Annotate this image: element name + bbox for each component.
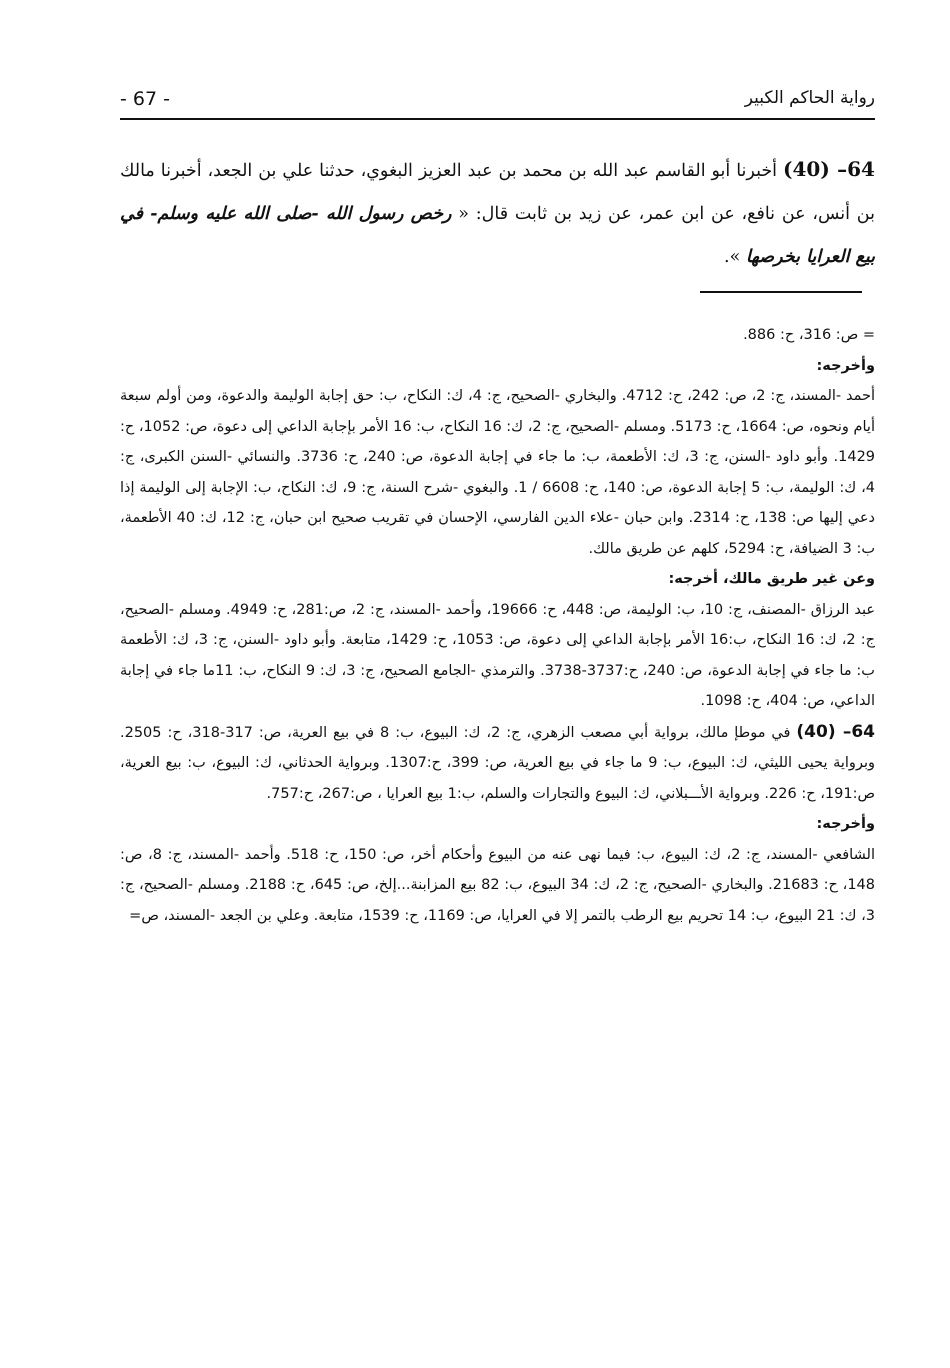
footnote-text: في موطإ مالك، برواية أبي مصعب الزهري، ج: 2، ك: البيوع، ب: 8 في بيع العرية، ص: 317-318، ح: 2505. وبرواية يحيى الليثي، ك: البيوع، ب: 9 ما جاء في بيع العرية، ص: 399، ح:1307. وبرواية الحدثاني، ك: البيوع، ب: بيع العرية، ص:191، ح: 226. وبرواية الأ‍ـ‍ـ‍ـبلاني، ك: البيوع والتجارات والسلم، ب:1 بيع العرايا ، ص:267، ح:757.	[120, 724, 875, 802]
footnote-divider	[700, 291, 862, 293]
footnote-continuation: = ص: 316، ح: 886.	[743, 327, 875, 343]
hadith-closing: ».	[724, 247, 741, 267]
header-divider	[120, 118, 875, 120]
page-number: - 67 -	[120, 88, 170, 110]
running-title: رواية الحاكم الكبير	[744, 88, 875, 108]
footnote-heading: وأخرجه:	[816, 357, 875, 374]
footnote-heading: وعن غير طريق مالك، أخرجه:	[668, 571, 875, 587]
footnote-paragraph	[120, 717, 875, 810]
footnote-paragraph: الشافعي -المسند، ج: 2، ك: البيوع، ب: فيما نهى عنه من البيوع وأحكام أخر، ص: 150، ح: 518. وأحمد -المسند، ج: 8، ص: 148، ح: 21683. والبخاري -الصحيح، ج: 2، ك: 34 البيوع، ب: 82 بيع المزابنة...إلخ، ص: 645، ح: 2188. ومسلم -الصحيح، ج: 3، ك: 21 البيوع، ب: 14 تحريم بيع الرطب بالتمر إلا في العرايا، ص: 1169، ح: 1539، متابعة. وعلي بن الجعد -المسند، ص=	[120, 846, 875, 924]
footnote-hadith-number: 64– (40)	[796, 721, 875, 742]
hadith-number: 64– (40)	[783, 157, 875, 181]
hadith-matn: رخص رسول الله -صلى الله عليه وسلم- في بيع العرايا بخرصها	[120, 204, 875, 267]
footnotes	[120, 320, 875, 931]
hadith-isnad: أخبرنا أبو القاسم عبد الله بن محمد بن عبد العزيز البغوي، حدثنا علي بن الجعد، أخبرنا مالك بن أنس، عن نافع، عن ابن عمر، عن زيد بن ثابت قال: «	[120, 161, 875, 224]
footnote-paragraph: أحمد -المسند، ج: 2، ص: 242، ح: 4712. والبخاري -الصحيح، ج: 4، ك: النكاح، ب: حق إجابة الوليمة والدعوة، ومن أولم سبعة أيام ونحوه، ص: 1664، ح: 5173. ومسلم -الصحيح، ج: 2، ك: 16 النكاح، ب: 16 الأمر بإجابة الداعي إلى دعوة، ص: 1052، ح: 1429. وأبو داود -السنن، ج: 3، ك: الأطعمة، ب: ما جاء في إجابة الدعوة، ص: 240، ح: 3736. والنسائي -السنن الكبرى، ج: 4، ك: الوليمة، ب: 5 إجابة الدعوة، ص: 140، ح: 6608 / 1. والبغوي -شرح السنة، ج: 9، ك: النكاح، ب: الإجابة إلى الوليمة إذا دعي إليها ص: 138، ح: 2314. وابن حبان -علاء الدين الفارسي، الإحسان في تقريب صحيح ابن حبان، ج: 12، ك: 40 الأطعمة، ب: 3 الضيافة، ح: 5294، كلهم عن طريق مالك.	[120, 388, 876, 557]
footnote-paragraph: عبد الرزاق -المصنف، ج: 10، ب: الوليمة، ص: 448، ح: 19666، وأحمد -المسند، ج: 2، ص:281، ح: 4949. ومسلم -الصحيح، ج: 2، ك: 16 النكاح، ب:16 الأمر بإجابة الداعي إلى دعوة، ص: 1053، ح: 1429، متابعة. وأبو داود -السنن، ج: 3، ك: الأطعمة ب: ما جاء في إجابة الدعوة، ص: 240، ح:3737-3738. والترمذي -الجامع الصحيح، ج: 3، ك: 9 النكاح، ب: 11ما جاء في إجابة الداعي، ص: 404، ح: 1098.	[120, 601, 875, 709]
page-header	[120, 84, 875, 120]
footnote-heading: وأخرجه:	[816, 816, 875, 832]
hadith-paragraph	[120, 148, 875, 279]
hadith-block	[120, 148, 875, 279]
